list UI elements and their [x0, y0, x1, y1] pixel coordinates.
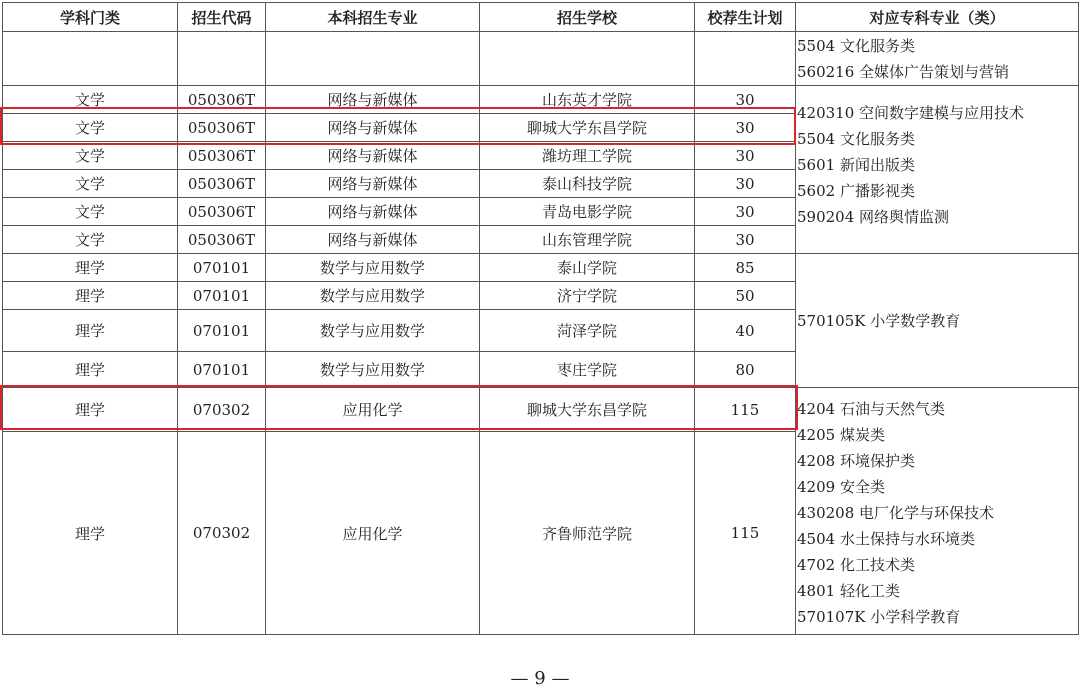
- cell-plan: 30: [695, 86, 796, 114]
- cell-plan: 115: [695, 388, 796, 432]
- cell-major: [266, 32, 480, 86]
- cell-school: 聊城大学东昌学院: [480, 388, 695, 432]
- cell-code: 050306T: [178, 114, 266, 142]
- cell-category: 理学: [3, 352, 178, 388]
- cell-plan: [695, 32, 796, 86]
- cell-major: 数学与应用数学: [266, 352, 480, 388]
- cell-category: 理学: [3, 254, 178, 282]
- cell-code: 050306T: [178, 198, 266, 226]
- cell-major: 数学与应用数学: [266, 282, 480, 310]
- cell-plan: 30: [695, 170, 796, 198]
- related-major: 560216 全媒体广告策划与营销: [797, 63, 1010, 81]
- cell-plan: 40: [695, 310, 796, 352]
- cell-category: 文学: [3, 226, 178, 254]
- header-plan: 校荐生计划: [695, 3, 796, 32]
- cell-major: 网络与新媒体: [266, 198, 480, 226]
- related-major: 570105K 小学数学教育: [797, 311, 961, 330]
- header-school: 招生学校: [480, 3, 695, 32]
- cell-school: 泰山学院: [480, 254, 695, 282]
- related-major: 4208 环境保护类: [797, 452, 915, 470]
- related-major: 590204 网络舆情监测: [797, 208, 950, 226]
- cell-code: 050306T: [178, 142, 266, 170]
- cell-major: 应用化学: [266, 388, 480, 432]
- cell-school: 山东管理学院: [480, 226, 695, 254]
- cell-school: 潍坊理工学院: [480, 142, 695, 170]
- cell-plan: 50: [695, 282, 796, 310]
- related-major: 420310 空间数字建模与应用技术: [797, 104, 1025, 122]
- header-related-majors: 对应专科专业（类）: [796, 3, 1079, 32]
- table-row: [3, 388, 1079, 432]
- cell-school: 枣庄学院: [480, 352, 695, 388]
- cell-major: 网络与新媒体: [266, 86, 480, 114]
- cell-category: 理学: [3, 282, 178, 310]
- related-major: 5504 文化服务类: [797, 37, 915, 55]
- cell-school: 山东英才学院: [480, 86, 695, 114]
- cell-school: 齐鲁师范学院: [480, 432, 695, 635]
- header-major: 本科招生专业: [266, 3, 480, 32]
- header-category: 学科门类: [3, 3, 178, 32]
- cell-category: 理学: [3, 432, 178, 635]
- table-row: [3, 86, 1079, 114]
- related-major: 570107K 小学科学教育: [797, 608, 961, 626]
- related-major: 5601 新闻出版类: [797, 156, 915, 174]
- cell-major: 网络与新媒体: [266, 142, 480, 170]
- cell-code: 050306T: [178, 170, 266, 198]
- table-header-row: [3, 3, 1079, 32]
- cell-category: 文学: [3, 170, 178, 198]
- cell-major: 应用化学: [266, 432, 480, 635]
- cell-plan: 30: [695, 198, 796, 226]
- cell-category: 文学: [3, 114, 178, 142]
- header-code: 招生代码: [178, 3, 266, 32]
- cell-plan: 30: [695, 226, 796, 254]
- cell-code: 050306T: [178, 86, 266, 114]
- related-majors-group-2: [796, 86, 1079, 254]
- cell-category: 文学: [3, 86, 178, 114]
- table-row: [3, 254, 1079, 282]
- cell-code: 070101: [178, 310, 266, 352]
- cell-code: 050306T: [178, 226, 266, 254]
- cell-school: [480, 32, 695, 86]
- cell-school: 泰山科技学院: [480, 170, 695, 198]
- cell-code: 070302: [178, 432, 266, 635]
- related-major: 5602 广播影视类: [797, 182, 915, 200]
- cell-code: 070101: [178, 254, 266, 282]
- related-majors-group-1: [796, 32, 1079, 86]
- cell-plan: 85: [695, 254, 796, 282]
- cell-code: 070101: [178, 352, 266, 388]
- page-number: — 9 —: [510, 668, 570, 689]
- cell-code: [178, 32, 266, 86]
- cell-school: 聊城大学东昌学院: [480, 114, 695, 142]
- cell-code: 070101: [178, 282, 266, 310]
- cell-plan: 30: [695, 142, 796, 170]
- related-major: 430208 电厂化学与环保技术: [797, 504, 995, 522]
- cell-major: 数学与应用数学: [266, 254, 480, 282]
- cell-school: 菏泽学院: [480, 310, 695, 352]
- cell-category: 文学: [3, 198, 178, 226]
- cell-category: 理学: [3, 388, 178, 432]
- related-major: 4504 水土保持与水环境类: [797, 530, 975, 548]
- cell-category: 理学: [3, 310, 178, 352]
- cell-plan: 80: [695, 352, 796, 388]
- cell-major: 网络与新媒体: [266, 170, 480, 198]
- cell-school: 济宁学院: [480, 282, 695, 310]
- related-major: 4205 煤炭类: [797, 426, 885, 444]
- related-majors-group-4: [796, 388, 1079, 635]
- cell-major: 网络与新媒体: [266, 226, 480, 254]
- cell-category: 文学: [3, 142, 178, 170]
- table-row: [3, 32, 1079, 86]
- cell-school: 青岛电影学院: [480, 198, 695, 226]
- related-major: 4702 化工技术类: [797, 556, 915, 574]
- cell-code: 070302: [178, 388, 266, 432]
- related-majors-group-3: [796, 254, 1079, 388]
- cell-plan: 30: [695, 114, 796, 142]
- related-major: 5504 文化服务类: [797, 130, 915, 148]
- cell-major: 网络与新媒体: [266, 114, 480, 142]
- enrollment-table: [2, 2, 1079, 635]
- related-major: 4209 安全类: [797, 478, 885, 496]
- cell-plan: 115: [695, 432, 796, 635]
- related-major: 4801 轻化工类: [797, 582, 900, 600]
- cell-major: 数学与应用数学: [266, 310, 480, 352]
- related-major: 4204 石油与天然气类: [797, 400, 945, 418]
- cell-category: [3, 32, 178, 86]
